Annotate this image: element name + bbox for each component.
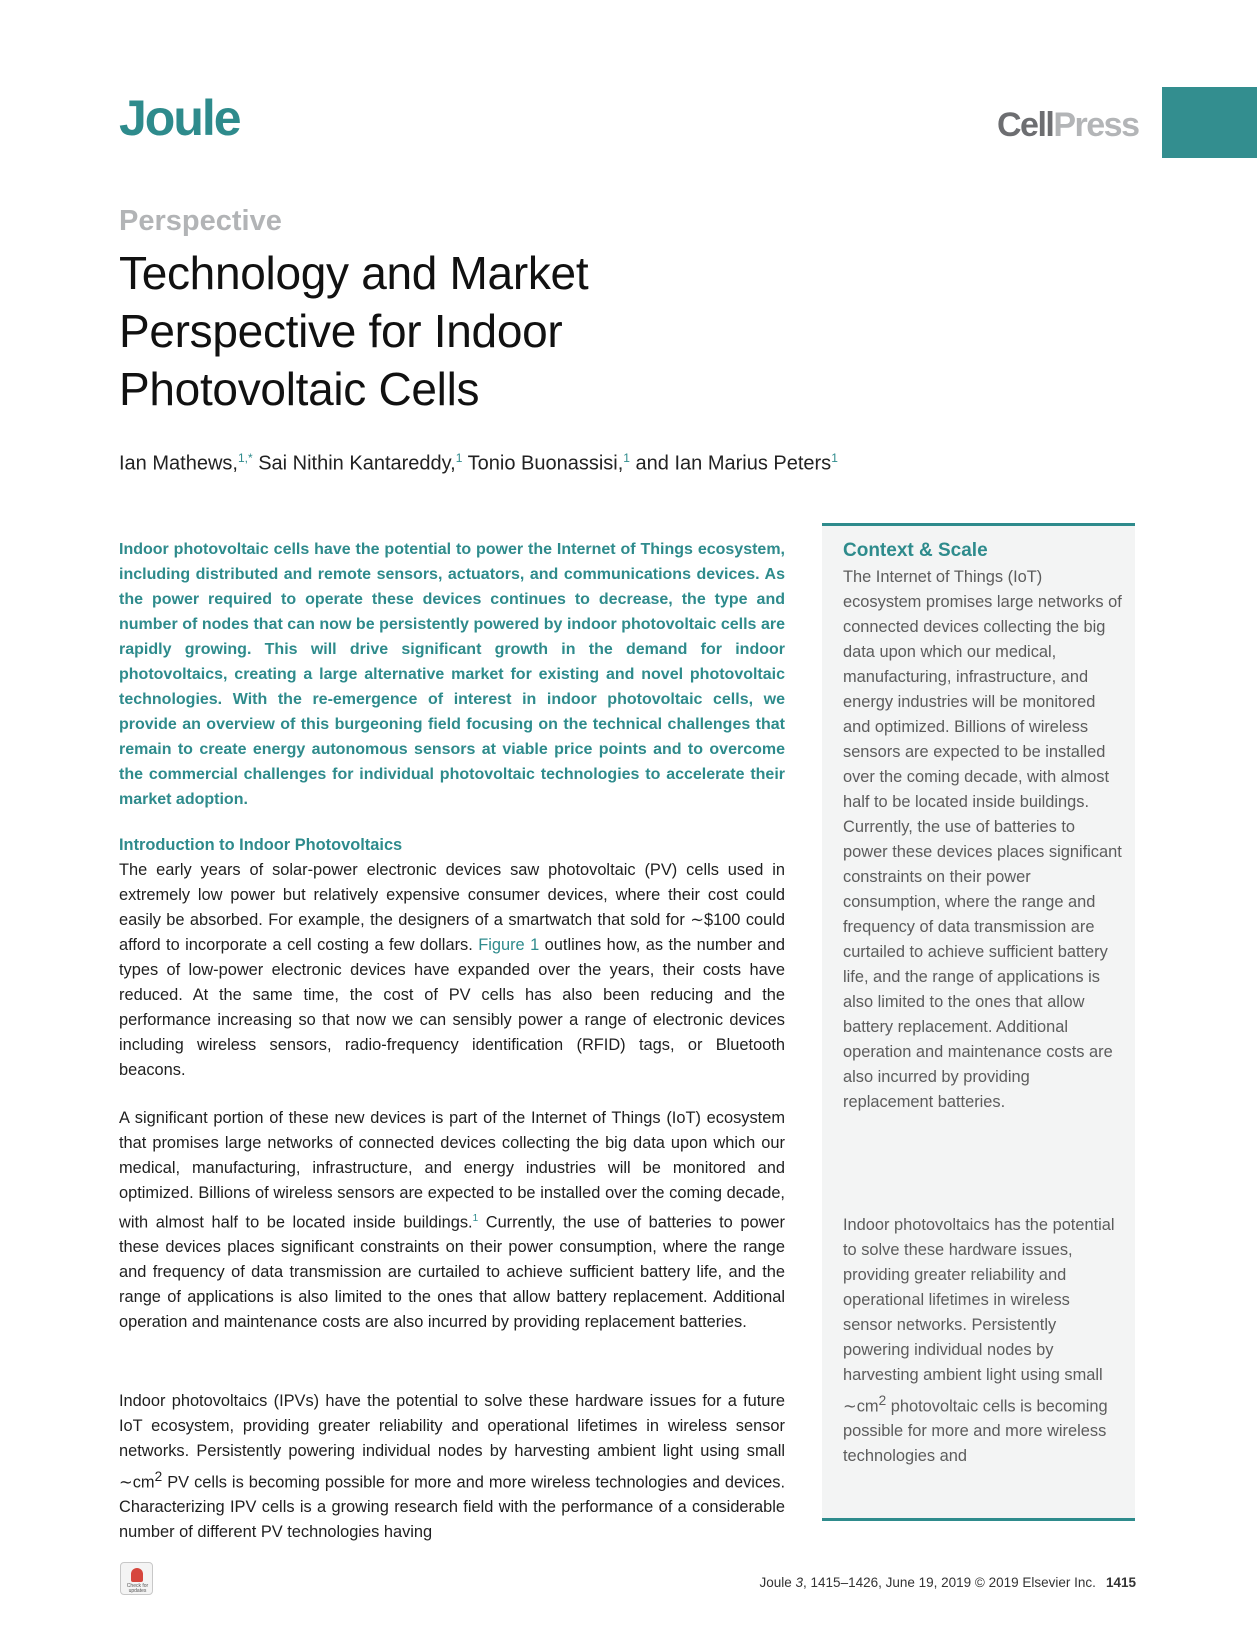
paragraph-text: outlines how, as the number and types of low-power electronic devices have expanded over the years, their costs have reduced. At the same time, the cost of PV cells has also been reducing and the performance increasing so that now we can sensibly power a range of electronic devices including wireless sensors, radio-frequency identification (RFID) tags, or Bluetooth beacons. <box>119 936 786 1079</box>
citation-journal: Joule <box>759 1575 792 1590</box>
author-affiliation[interactable]: 1 <box>831 451 838 465</box>
author-name: Ian Mathews, <box>119 452 238 475</box>
sidebar-paragraph: The Internet of Things (IoT) ecosystem promises large networks of connected devices collecting the big data upon which our medical, manufacturing, infrastructure, and energy industries will be monitored and optimized. Billions of wireless sensors are expected to be installed over the coming decade, with almost half to be located inside buildings. Currently, the use of batteries to power these devices places significant constraints on their power consumption, where the range and frequency of data transmission are curtailed to achieve sufficient battery life, and the range of applications is also limited to the ones that allow battery replacement. Additional operation and maintenance costs are also incurred by providing replacement batteries. <box>843 568 1122 1111</box>
paragraph-text: The early years of solar-power electronic devices saw photovoltaic (PV) cells used in extremely low power but relatively expensive consumer devices, where their cost could easily be absorbed. For example, the designers of a smartwatch that sold for ∼$100 could afford to incorporate a cell costing a few dollars. <box>119 861 785 954</box>
page-number: 1415 <box>1105 1575 1136 1590</box>
corner-tab <box>1162 87 1257 158</box>
publisher-logo <box>997 108 1139 142</box>
sidebar-title: Context & Scale <box>843 540 988 561</box>
body-paragraph <box>119 1106 785 1335</box>
paragraph-text: PV cells is becoming possible for more and more wireless technologies and devices. Characterizing IPV cells is a growing research field with the performance of a considerable number of different PV technologies having <box>119 1473 786 1542</box>
paragraph-text: Currently, the use of batteries to power these devices places significant constraints on their power consumption, where the range and frequency of data transmission are curtailed to achieve sufficient battery life, and the range of applications is also limited to the ones that allow battery replacement. Additional operation and maintenance costs are also incurred by providing replacement batteries. <box>119 1213 785 1332</box>
paragraph-text: Indoor photovoltaics (IPVs) have the potential to solve these hardware issues for a future IoT ecosystem, providing greater reliability and operational lifetimes in wireless sensor networks. Persistently powering individual nodes by harvesting ambient light using small ∼cm <box>119 1392 785 1492</box>
paragraph-text: A significant portion of these new devices is part of the Internet of Things (IoT) ecosystem that promises large networks of connected devices collecting the big data upon which our medical, manufacturing, infrastructure, and energy industries will be monitored and optimized. Billions of wireless sensors are expected to be installed over the coming decade, with almost half to be located inside buildings. <box>119 1109 785 1232</box>
sidebar-paragraph <box>843 1213 1123 1469</box>
body-paragraph <box>119 858 785 1083</box>
publisher-logo-cell: Cell <box>997 106 1054 144</box>
citation-footer <box>700 1574 1136 1592</box>
badge-label: Check for updates <box>126 1583 149 1594</box>
bookmark-icon <box>131 1568 143 1582</box>
article-type: Perspective <box>119 205 282 237</box>
journal-logo: Joule <box>119 90 240 146</box>
citation-volume: 3 <box>795 1575 804 1590</box>
superscript: 2 <box>154 1469 163 1484</box>
author-name: Sai Nithin Kantareddy, <box>258 452 456 475</box>
superscript: 2 <box>878 1393 887 1408</box>
author-name: and Ian Marius Peters <box>635 452 832 475</box>
section-heading: Introduction to Indoor Photovoltaics <box>119 836 403 854</box>
author-affiliation[interactable]: 1,* <box>237 451 253 465</box>
check-for-updates-badge[interactable] <box>120 1562 153 1595</box>
citation-details: , 1415–1426, June 19, 2019 © 2019 Elsevier Inc. <box>803 1575 1096 1590</box>
abstract: Indoor photovoltaic cells have the potential to power the Internet of Things ecosystem, including distributed and remote sensors, actuators, and communications devices. As the power required to operate these devices continues to decrease, the type and number of nodes that can now be persistently powered by indoor photovoltaic cells are rapidly growing. This will drive significant growth in the demand for indoor photovoltaics, creating a large alternative market for existing and novel photovoltaic technologies. With the re-emergence of interest in indoor photovoltaic cells, we provide an overview of this burgeoning field focusing on the technical challenges that remain to create energy autonomous sensors at viable price points and to overcome the commercial challenges for individual photovoltaic technologies to accelerate their market adoption. <box>119 541 785 808</box>
body-paragraph <box>119 1389 785 1545</box>
context-scale-sidebar <box>822 523 1135 1521</box>
figure-link[interactable]: Figure 1 <box>478 936 540 954</box>
paragraph-text: photovoltaic cells is becoming possible for more and more wireless technologies and <box>843 1397 1108 1466</box>
author-name: Tonio Buonassisi, <box>467 452 624 475</box>
author-list <box>119 445 838 477</box>
author-affiliation[interactable]: 1 <box>623 451 630 465</box>
article-title: Technology and Market Perspective for Indoor Photovoltaic Cells <box>119 247 589 415</box>
reference-link[interactable]: 1 <box>472 1213 479 1224</box>
publisher-logo-press: Press <box>1053 106 1139 144</box>
author-affiliation[interactable]: 1 <box>455 451 463 465</box>
paragraph-text: Indoor photovoltaics has the potential to solve these hardware issues, providing greater reliability and operational lifetimes in wireless sensor networks. Persistently powering individual nodes by harvesting ambient light using small ∼cm <box>843 1216 1115 1416</box>
